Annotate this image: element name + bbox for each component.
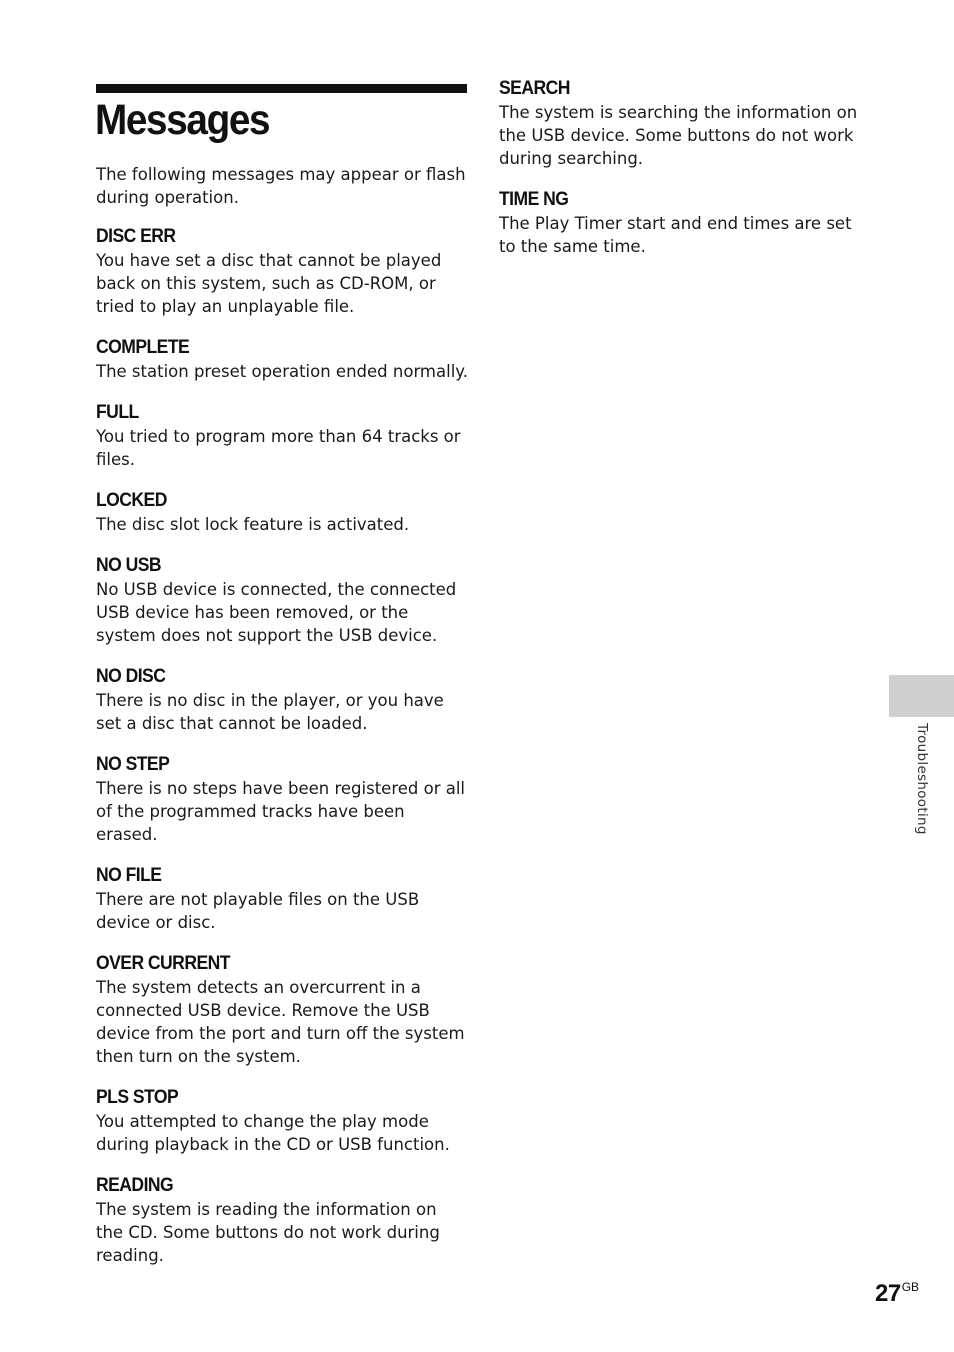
message-code: PLS STOP xyxy=(96,1086,179,1108)
message-code: SEARCH xyxy=(499,77,570,99)
message-description: The system detects an overcurrent in a connected USB device. Remove the USB device from the port and turn off the system then turn on the system. xyxy=(96,978,465,1066)
message-description: No USB device is connected, the connected USB device has been removed, or the system does not support the USB device. xyxy=(96,580,457,645)
message-description: There is no steps have been registered or all of the programmed tracks have been erased. xyxy=(96,779,466,844)
message-code: LOCKED xyxy=(96,489,167,511)
page-title: Messages xyxy=(95,96,270,144)
message-code: COMPLETE xyxy=(96,336,190,358)
message-code: DISC ERR xyxy=(96,225,176,247)
message-code: NO USB xyxy=(96,554,162,576)
message-description: You tried to program more than 64 tracks or files. xyxy=(96,427,461,469)
message-description: There are not playable files on the USB device or disc. xyxy=(96,890,420,932)
intro-text: The following messages may appear or flash during operation. xyxy=(96,165,466,207)
message-description: The system is reading the information on the CD. Some buttons do not work during reading. xyxy=(96,1200,440,1265)
message-entry xyxy=(96,752,468,846)
message-description: The disc slot lock feature is activated. xyxy=(96,515,410,534)
right-column xyxy=(499,76,871,275)
message-entry xyxy=(96,224,468,318)
message-entry xyxy=(96,1085,468,1156)
message-code: NO FILE xyxy=(96,864,162,886)
message-description: The system is searching the information on the USB device. Some buttons do not work during searching. xyxy=(499,103,858,168)
message-entry xyxy=(499,187,871,258)
page-number-value: 27 xyxy=(875,1280,901,1307)
section-tab-label: Troubleshooting xyxy=(914,723,930,835)
message-entry xyxy=(96,1173,468,1267)
message-description: You attempted to change the play mode during playback in the CD or USB function. xyxy=(96,1112,450,1154)
message-entry xyxy=(96,488,468,536)
message-entry xyxy=(96,951,468,1068)
message-code: READING xyxy=(96,1174,174,1196)
page-number-suffix: GB xyxy=(901,1280,920,1294)
message-code: OVER CURRENT xyxy=(96,952,230,974)
message-code: NO DISC xyxy=(96,665,166,687)
message-description: You have set a disc that cannot be played back on this system, such as CD-ROM, or tried to play an unplayable file. xyxy=(96,251,442,316)
message-entry xyxy=(96,863,468,934)
message-description: There is no disc in the player, or you have set a disc that cannot be loaded. xyxy=(96,691,444,733)
message-entry xyxy=(499,76,871,170)
message-entry xyxy=(96,335,468,383)
section-tab-marker xyxy=(889,675,954,717)
message-description: The Play Timer start and end times are set to the same time. xyxy=(499,214,852,256)
message-code: TIME NG xyxy=(499,188,569,210)
title-rule xyxy=(96,84,467,93)
message-entry xyxy=(96,553,468,647)
message-code: NO STEP xyxy=(96,753,170,775)
page-number xyxy=(875,1280,919,1308)
message-entry xyxy=(96,400,468,471)
message-description: The station preset operation ended normally. xyxy=(96,362,468,381)
left-column xyxy=(96,163,468,1284)
message-code: FULL xyxy=(96,401,139,423)
message-entry xyxy=(96,664,468,735)
